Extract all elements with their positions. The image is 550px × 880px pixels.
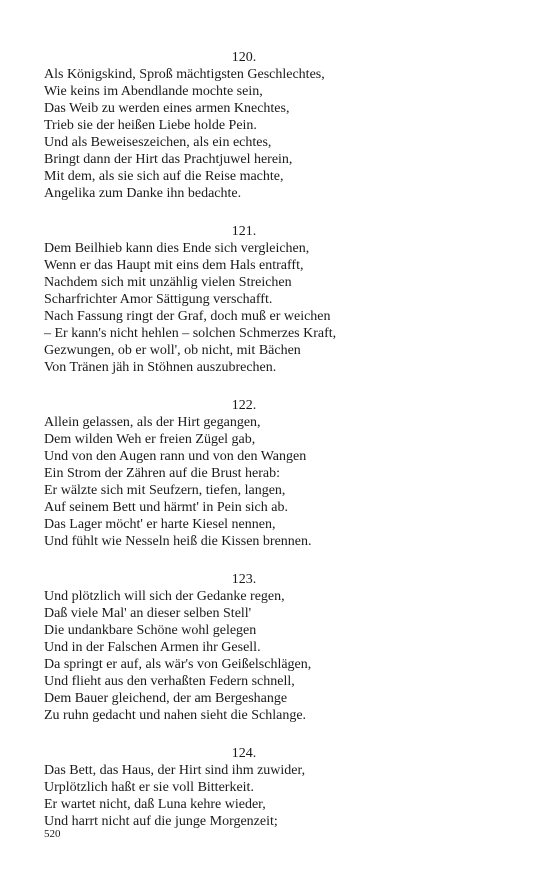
verse-line: Er wälzte sich mit Seufzern, tiefen, langen, bbox=[44, 483, 286, 498]
verse-line: Dem Bauer gleichend, der am Bergeshange bbox=[44, 691, 288, 706]
verse-line: Scharfrichter Amor Sättigung verschafft. bbox=[44, 292, 273, 307]
verse-line: Nach Fassung ringt der Graf, doch muß er weichen bbox=[44, 309, 331, 324]
verse-line: Von Tränen jäh in Stöhnen auszubrechen. bbox=[44, 360, 277, 375]
stanza-number: 120. bbox=[231, 50, 257, 65]
verse-line: Daß viele Mal' an dieser selben Stell' bbox=[44, 606, 252, 621]
stanza bbox=[44, 397, 464, 550]
stanza-number: 124. bbox=[231, 746, 257, 761]
verse-line: Und als Beweiseszeichen, als ein echtes, bbox=[44, 135, 272, 150]
verse-line: Wenn er das Haupt mit eins dem Hals entrafft, bbox=[44, 258, 304, 273]
verse-line: Urplötzlich haßt er sie voll Bitterkeit. bbox=[44, 780, 254, 795]
verse-line: Und in der Falschen Armen ihr Gesell. bbox=[44, 640, 261, 655]
verse-line: Und fühlt wie Nesseln heiß die Kissen brennen. bbox=[44, 534, 312, 549]
verse-line: Allein gelassen, als der Hirt gegangen, bbox=[44, 415, 261, 430]
verse-line: Das Bett, das Haus, der Hirt sind ihm zuwider, bbox=[44, 763, 306, 778]
verse-line: Als Königskind, Sproß mächtigsten Geschlechtes, bbox=[44, 67, 325, 82]
verse-line: Die undankbare Schöne wohl gelegen bbox=[44, 623, 257, 638]
poem-page bbox=[44, 49, 464, 851]
stanza-number: 121. bbox=[231, 224, 257, 239]
verse-line: Angelika zum Danke ihn bedachte. bbox=[44, 186, 242, 201]
verse-line: Er wartet nicht, daß Luna kehre wieder, bbox=[44, 797, 266, 812]
verse-line: Und plötzlich will sich der Gedanke regen, bbox=[44, 589, 285, 604]
stanza-number: 123. bbox=[231, 572, 257, 587]
stanza bbox=[44, 49, 464, 202]
verse-line: Mit dem, als sie sich auf die Reise machte, bbox=[44, 169, 284, 184]
verse-line: Zu ruhn gedacht und nahen sieht die Schlange. bbox=[44, 708, 307, 723]
verse-line: Trieb sie der heißen Liebe holde Pein. bbox=[44, 118, 257, 133]
verse-line: Das Lager möcht' er harte Kiesel nennen, bbox=[44, 517, 276, 532]
verse-line: Ein Strom der Zähren auf die Brust herab: bbox=[44, 466, 280, 481]
verse-line: Da springt er auf, als wär's von Geißelschlägen, bbox=[44, 657, 312, 672]
page-number: 520 bbox=[44, 828, 61, 840]
verse-line: Bringt dann der Hirt das Prachtjuwel herein, bbox=[44, 152, 293, 167]
verse-line: Wie keins im Abendlande mochte sein, bbox=[44, 84, 263, 99]
verse-line: Auf seinem Bett und härmt' in Pein sich ab. bbox=[44, 500, 288, 515]
verse-line: Und flieht aus den verhaßten Federn schnell, bbox=[44, 674, 295, 689]
stanza bbox=[44, 223, 464, 376]
stanza bbox=[44, 745, 464, 830]
verse-line: Und harrt nicht auf die junge Morgenzeit; bbox=[44, 814, 278, 829]
verse-line: Dem wilden Weh er freien Zügel gab, bbox=[44, 432, 256, 447]
verse-line: Nachdem sich mit unzählig vielen Streichen bbox=[44, 275, 292, 290]
verse-line: Das Weib zu werden eines armen Knechtes, bbox=[44, 101, 290, 116]
stanza-number: 122. bbox=[231, 398, 257, 413]
stanza bbox=[44, 571, 464, 724]
verse-line: Dem Beilhieb kann dies Ende sich vergleichen, bbox=[44, 241, 310, 256]
verse-line: Und von den Augen rann und von den Wangen bbox=[44, 449, 307, 464]
verse-line: – Er kann's nicht hehlen – solchen Schmerzes Kraft, bbox=[44, 326, 337, 341]
verse-line: Gezwungen, ob er woll', ob nicht, mit Bächen bbox=[44, 343, 301, 358]
